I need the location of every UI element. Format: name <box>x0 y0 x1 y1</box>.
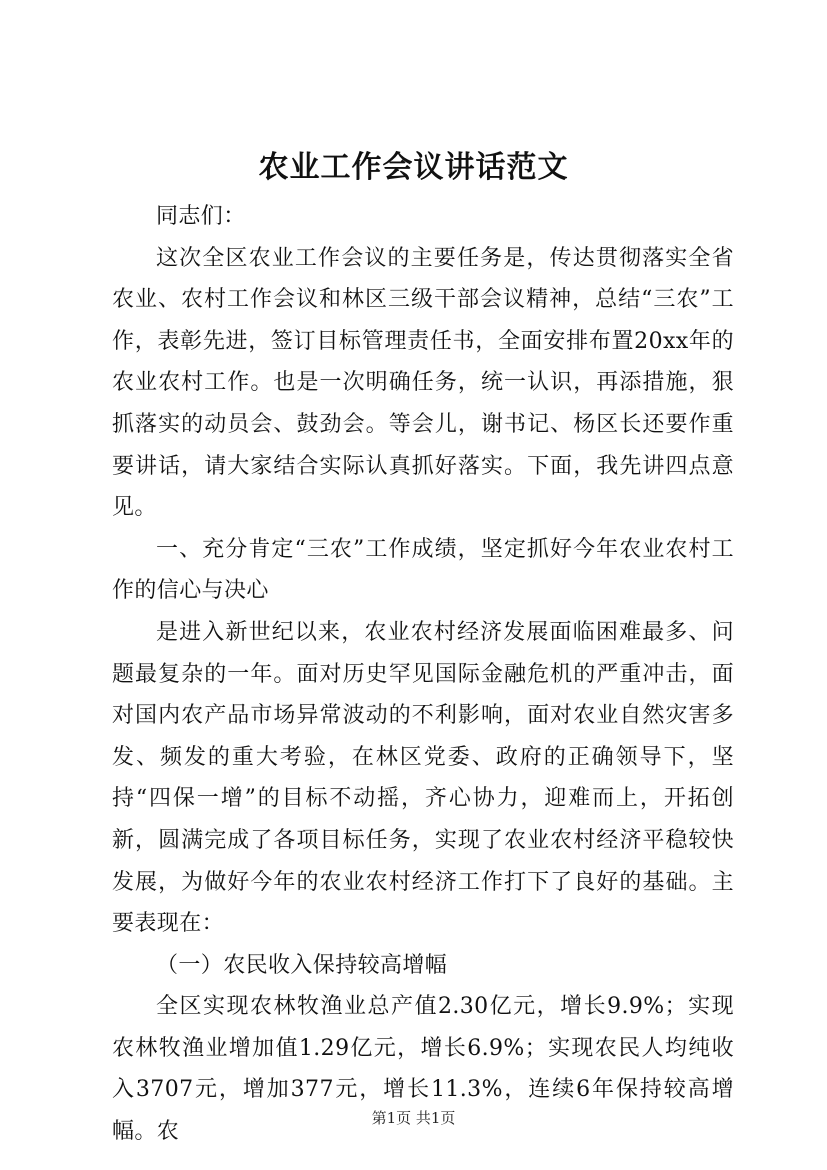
section-heading-1: 一、充分肯定“三农”工作成绩，坚定抓好今年农业农村工作的信心与决心 <box>112 536 734 604</box>
income-paragraph: 全区实现农林牧渔业总产值2.30亿元，增长9.9%；实现农林牧渔业增加值1.29亿元，增长6.9%；实现农民人均纯收入3707元，增加377元，增长11.3%，连续6年保持较高增幅。农 <box>112 994 734 1145</box>
page-footer: 第1页 共1页 <box>371 1109 456 1127</box>
document-body <box>112 196 734 1153</box>
intro-paragraph: 这次全区农业工作会议的主要任务是，传达贯彻落实全省农业、农村工作会议和林区三级干部会议精神，总结“三农”工作，表彰先进，签订目标管理责任书，全面安排布置20xx年的农业农村工作。也是一次明确任务，统一认识，再添措施，狠抓落实的动员会、鼓劲会。等会儿，谢书记、杨区长还要作重要讲话，请大家结合实际认真抓好落实。下面，我先讲四点意见。 <box>112 245 734 521</box>
achievement-paragraph: 是进入新世纪以来，农业农村经济发展面临困难最多、问题最复杂的一年。面对历史罕见国际金融危机的严重冲击，面对国内农产品市场异常波动的不利影响，面对农业自然灾害多发、频发的重大考验，在林区党委、政府的正确领导下，坚持“四保一增”的目标不动摇，齐心协力，迎难而上，开拓创新，圆满完成了各项目标任务，实现了农业农村经济平稳较快发展，为做好今年的农业农村经济工作打下了良好的基础。主要表现在： <box>112 619 734 937</box>
greeting-paragraph: 同志们： <box>156 204 246 229</box>
document-title: 农业工作会议讲话范文 <box>258 150 569 185</box>
subsection-heading-1: （一）农民收入保持较高增幅 <box>156 952 448 978</box>
